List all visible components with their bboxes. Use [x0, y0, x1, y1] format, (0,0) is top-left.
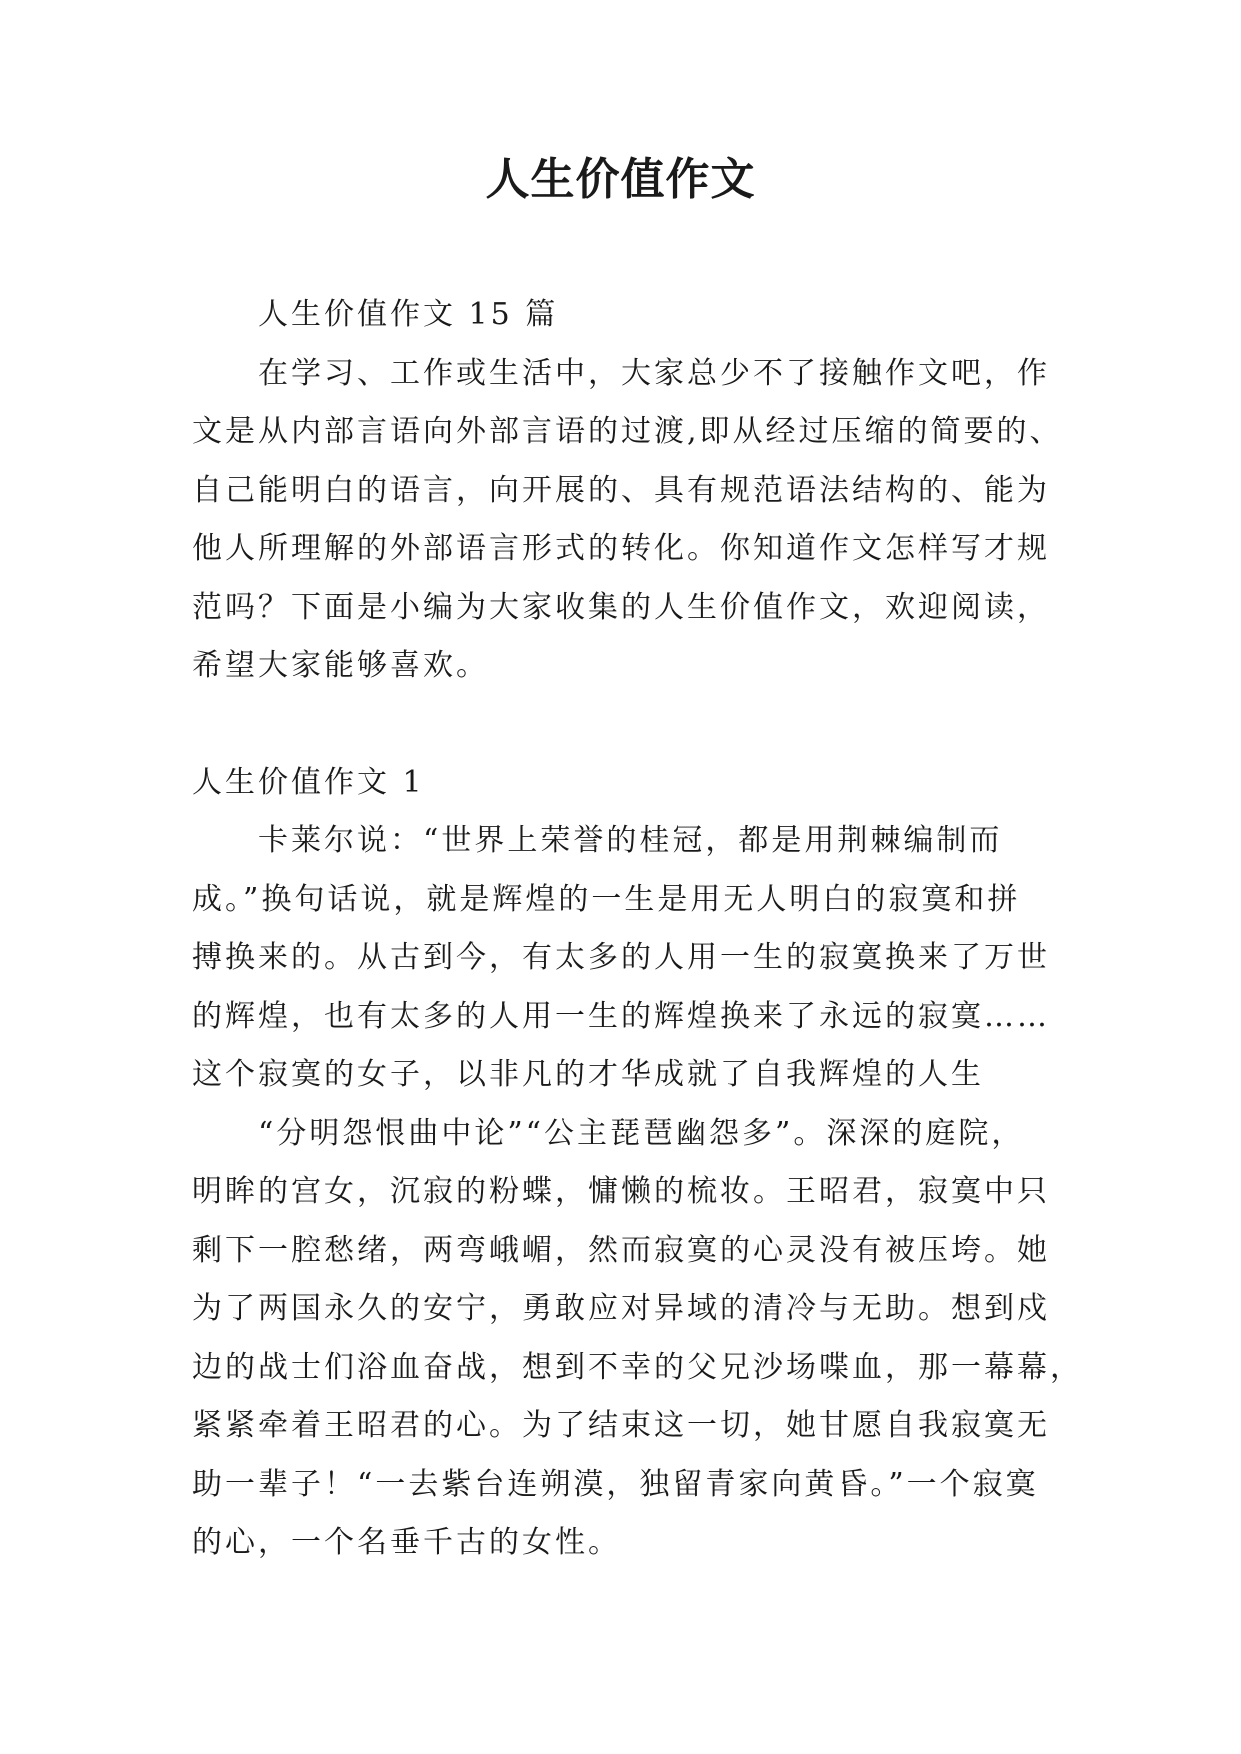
- paragraph-line: 成。”换句话说，就是辉煌的一生是用无人明白的寂寞和拼: [192, 881, 1021, 917]
- intro-line: 范吗？下面是小编为大家收集的人生价值作文，欢迎阅读，: [192, 589, 1050, 625]
- paragraph-line: 助一辈子！“一去紫台连朔漠，独留青家向黄昏。”一个寂寞: [192, 1466, 1039, 1502]
- intro-paragraph: [192, 345, 1063, 696]
- paragraph-line: 这个寂寞的女子，以非凡的才华成就了自我辉煌的人生: [192, 1057, 984, 1092]
- paragraph-line: “分明怨恨曲中论”“公主琵琶幽怨多”。深深的庭院，: [258, 1115, 1025, 1151]
- intro-line: 他人所理解的外部语言形式的转化。你知道作文怎样写才规: [192, 531, 1050, 566]
- section-heading: 人生价值作文 1: [192, 764, 425, 800]
- document-subtitle: 人生价值作文 15 篇: [258, 297, 559, 332]
- intro-line: 自己能明白的语言，向开展的、具有规范语法结构的、能为: [192, 472, 1050, 508]
- paragraph-line: 的辉煌，也有太多的人用一生的辉煌换来了永远的寂寞……: [192, 998, 1050, 1034]
- paragraph-line: 剩下一腔愁绪，两弯峨嵋，然而寂寞的心灵没有被压垮。她: [192, 1232, 1050, 1268]
- intro-line: 文是从内部言语向外部言语的过渡,即从经过压缩的简要的、: [192, 414, 1063, 449]
- intro-line: 在学习、工作或生活中，大家总少不了接触作文吧，作: [258, 355, 1050, 391]
- essay-paragraph-1: [192, 812, 1058, 1105]
- paragraph-line: 卡莱尔说：“世界上荣誉的桂冠，都是用荆棘编制而: [258, 823, 1003, 858]
- document-body: [192, 286, 1083, 1573]
- paragraph-line: 为了两国永久的安宁，勇敢应对异域的清冷与无助。想到戍: [192, 1291, 1050, 1326]
- document-title: 人生价值作文: [485, 154, 756, 205]
- paragraph-line: 的心，一个名垂千古的女性。: [192, 1525, 621, 1560]
- paragraph-line: 边的战士们浴血奋战，想到不幸的父兄沙场喋血，那一幕幕，: [192, 1349, 1083, 1385]
- intro-line: 希望大家能够喜欢。: [192, 648, 489, 683]
- paragraph-line: 搏换来的。从古到今，有太多的人用一生的寂寞换来了万世: [192, 940, 1050, 975]
- paragraph-line: 紧紧牵着王昭君的心。为了结束这一切，她甘愿自我寂寞无: [192, 1408, 1050, 1443]
- paragraph-spacer: [192, 696, 1058, 754]
- essay-paragraph-2: [192, 1105, 1083, 1573]
- paragraph-line: 明眸的宫女，沉寂的粉蝶，慵懒的梳妆。王昭君，寂寞中只: [192, 1174, 1050, 1209]
